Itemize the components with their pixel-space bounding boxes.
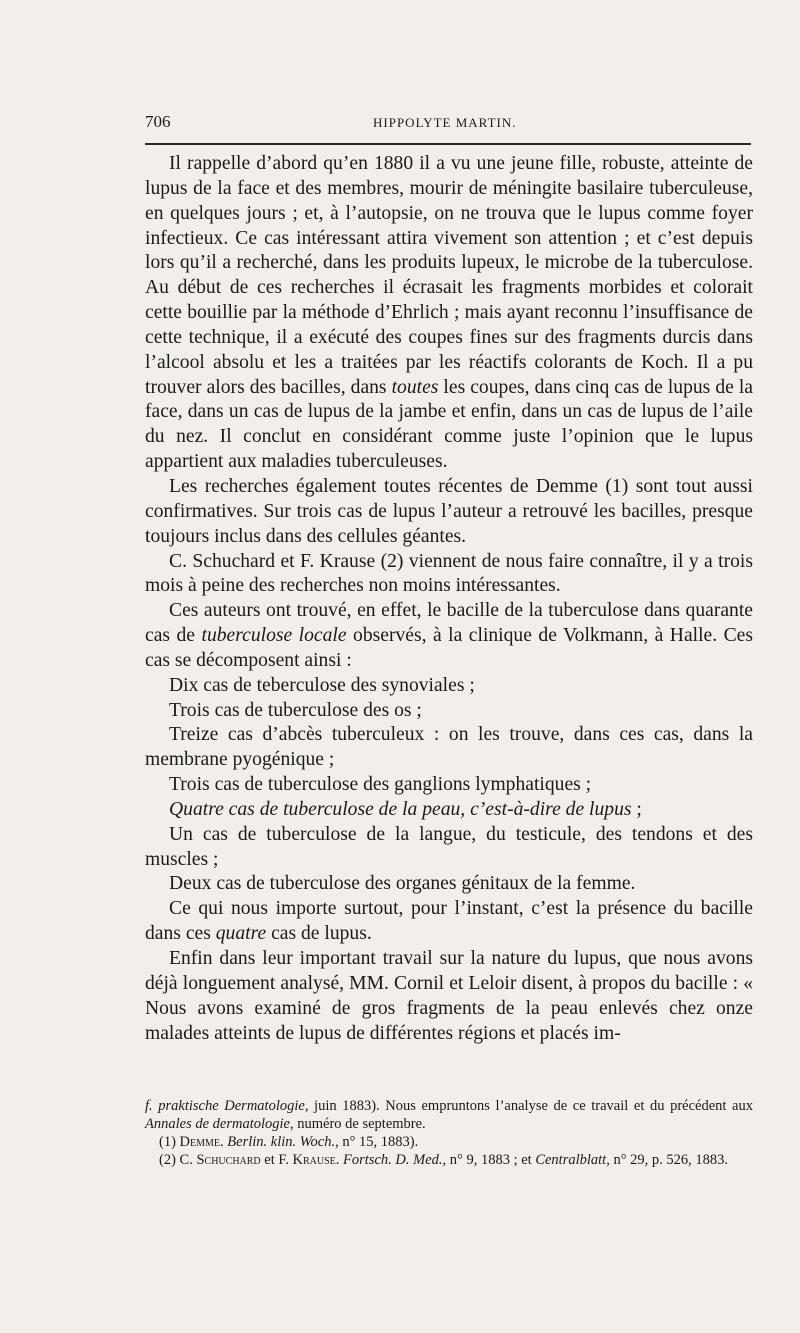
list-item: Un cas de tuberculose de la langue, du testicule, des tendons et des muscles ; <box>145 823 753 870</box>
page-number: 706 <box>145 112 171 131</box>
list-item: Trois cas de tuberculose des os ; <box>169 699 422 721</box>
list-item: Quatre cas de tuberculose de la peau, c’est-à-dire de lupus ; <box>169 798 642 820</box>
footnote-continuation: f. praktische Dermatologie, juin 1883). Nous empruntons l’analyse de ce travail et du précédent aux Annales de dermatologie, numéro de septembre. <box>145 1098 753 1132</box>
paragraph: C. Schuchard et F. Krause (2) viennent de nous faire connaître, il y a trois mois à peine des recherches non moins intéressantes. <box>145 550 753 597</box>
running-head: HIPPOLYTE MARTIN. <box>373 115 517 130</box>
footnote-2: (2) C. Schuchard et F. Krause. Fortsch. D. Med., n° 9, 1883 ; et Centralblatt, n° 29, p. 526, 1883. <box>159 1152 729 1168</box>
footnote-1: (1) Demme. Berlin. klin. Woch., n° 15, 1883). <box>159 1134 419 1150</box>
paragraph: Ce qui nous importe surtout, pour l’instant, c’est la présence du bacille dans ces quatre cas de lupus. <box>145 898 753 945</box>
header-rule <box>145 143 751 145</box>
list-item: Treize cas d’abcès tuberculeux : on les trouve, dans ces cas, dans la membrane pyogénique ; <box>145 724 753 771</box>
page-header <box>145 112 751 140</box>
paragraph: Il rappelle d’abord qu’en 1880 il a vu une jeune fille, robuste, atteinte de lupus de la face et des membres, mourir de méningite basilaire tuberculeuse, en quelques jours ; et, à l’autopsie, on ne trouva que le lupus comme foyer infectieux. Ce cas intéressant attira vivement son attention ; et c’est depuis lors qu’il a recherché, dans les produits lupeux, le microbe de la tuberculose. Au début de ces recherches il écrasait les fragments morbides et colorait cette bouillie par la méthode d’Ehrlich ; mais ayant reconnu l’insuffisance de cette technique, il a exécuté des coupes fines sur des fragments durcis dans l’alcool absolu et les a traitées par les réactifs colorants de Koch. Il a pu trouver alors des bacilles, dans toutes les coupes, dans cinq cas de lupus de la face, dans un cas de lupus de la jambe et enfin, dans un cas de lupus de l’aile du nez. Il conclut en considérant comme juste l’opinion que le lupus appartient aux maladies tuberculeuses. <box>145 153 753 473</box>
paragraph: Ces auteurs ont trouvé, en effet, le bacille de la tuberculose dans quarante cas de tuberculose locale observés, à la clinique de Volkmann, à Halle. Ces cas se décomposent ainsi : <box>145 600 754 671</box>
paragraph: Enfin dans leur important travail sur la nature du lupus, que nous avons déjà longuement analysé, MM. Cornil et Leloir disent, à propos du bacille : « Nous avons examiné de gros fragments de la peau enlevés chez onze malades atteints de lupus de différentes régions et placés im- <box>145 948 753 1044</box>
body-text <box>145 152 753 1046</box>
list-item: Dix cas de teberculose des synoviales ; <box>169 674 475 696</box>
list-item: Trois cas de tuberculose des ganglions lymphatiques ; <box>169 774 592 796</box>
footnotes <box>145 1097 753 1169</box>
list-item: Deux cas de tuberculose des organes génitaux de la femme. <box>169 873 636 895</box>
paragraph: Les recherches également toutes récentes de Demme (1) sont tout aussi confirmatives. Sur trois cas de lupus l’auteur a retrouvé les bacilles, presque toujours inclus dans des cellules géantes. <box>145 475 753 547</box>
